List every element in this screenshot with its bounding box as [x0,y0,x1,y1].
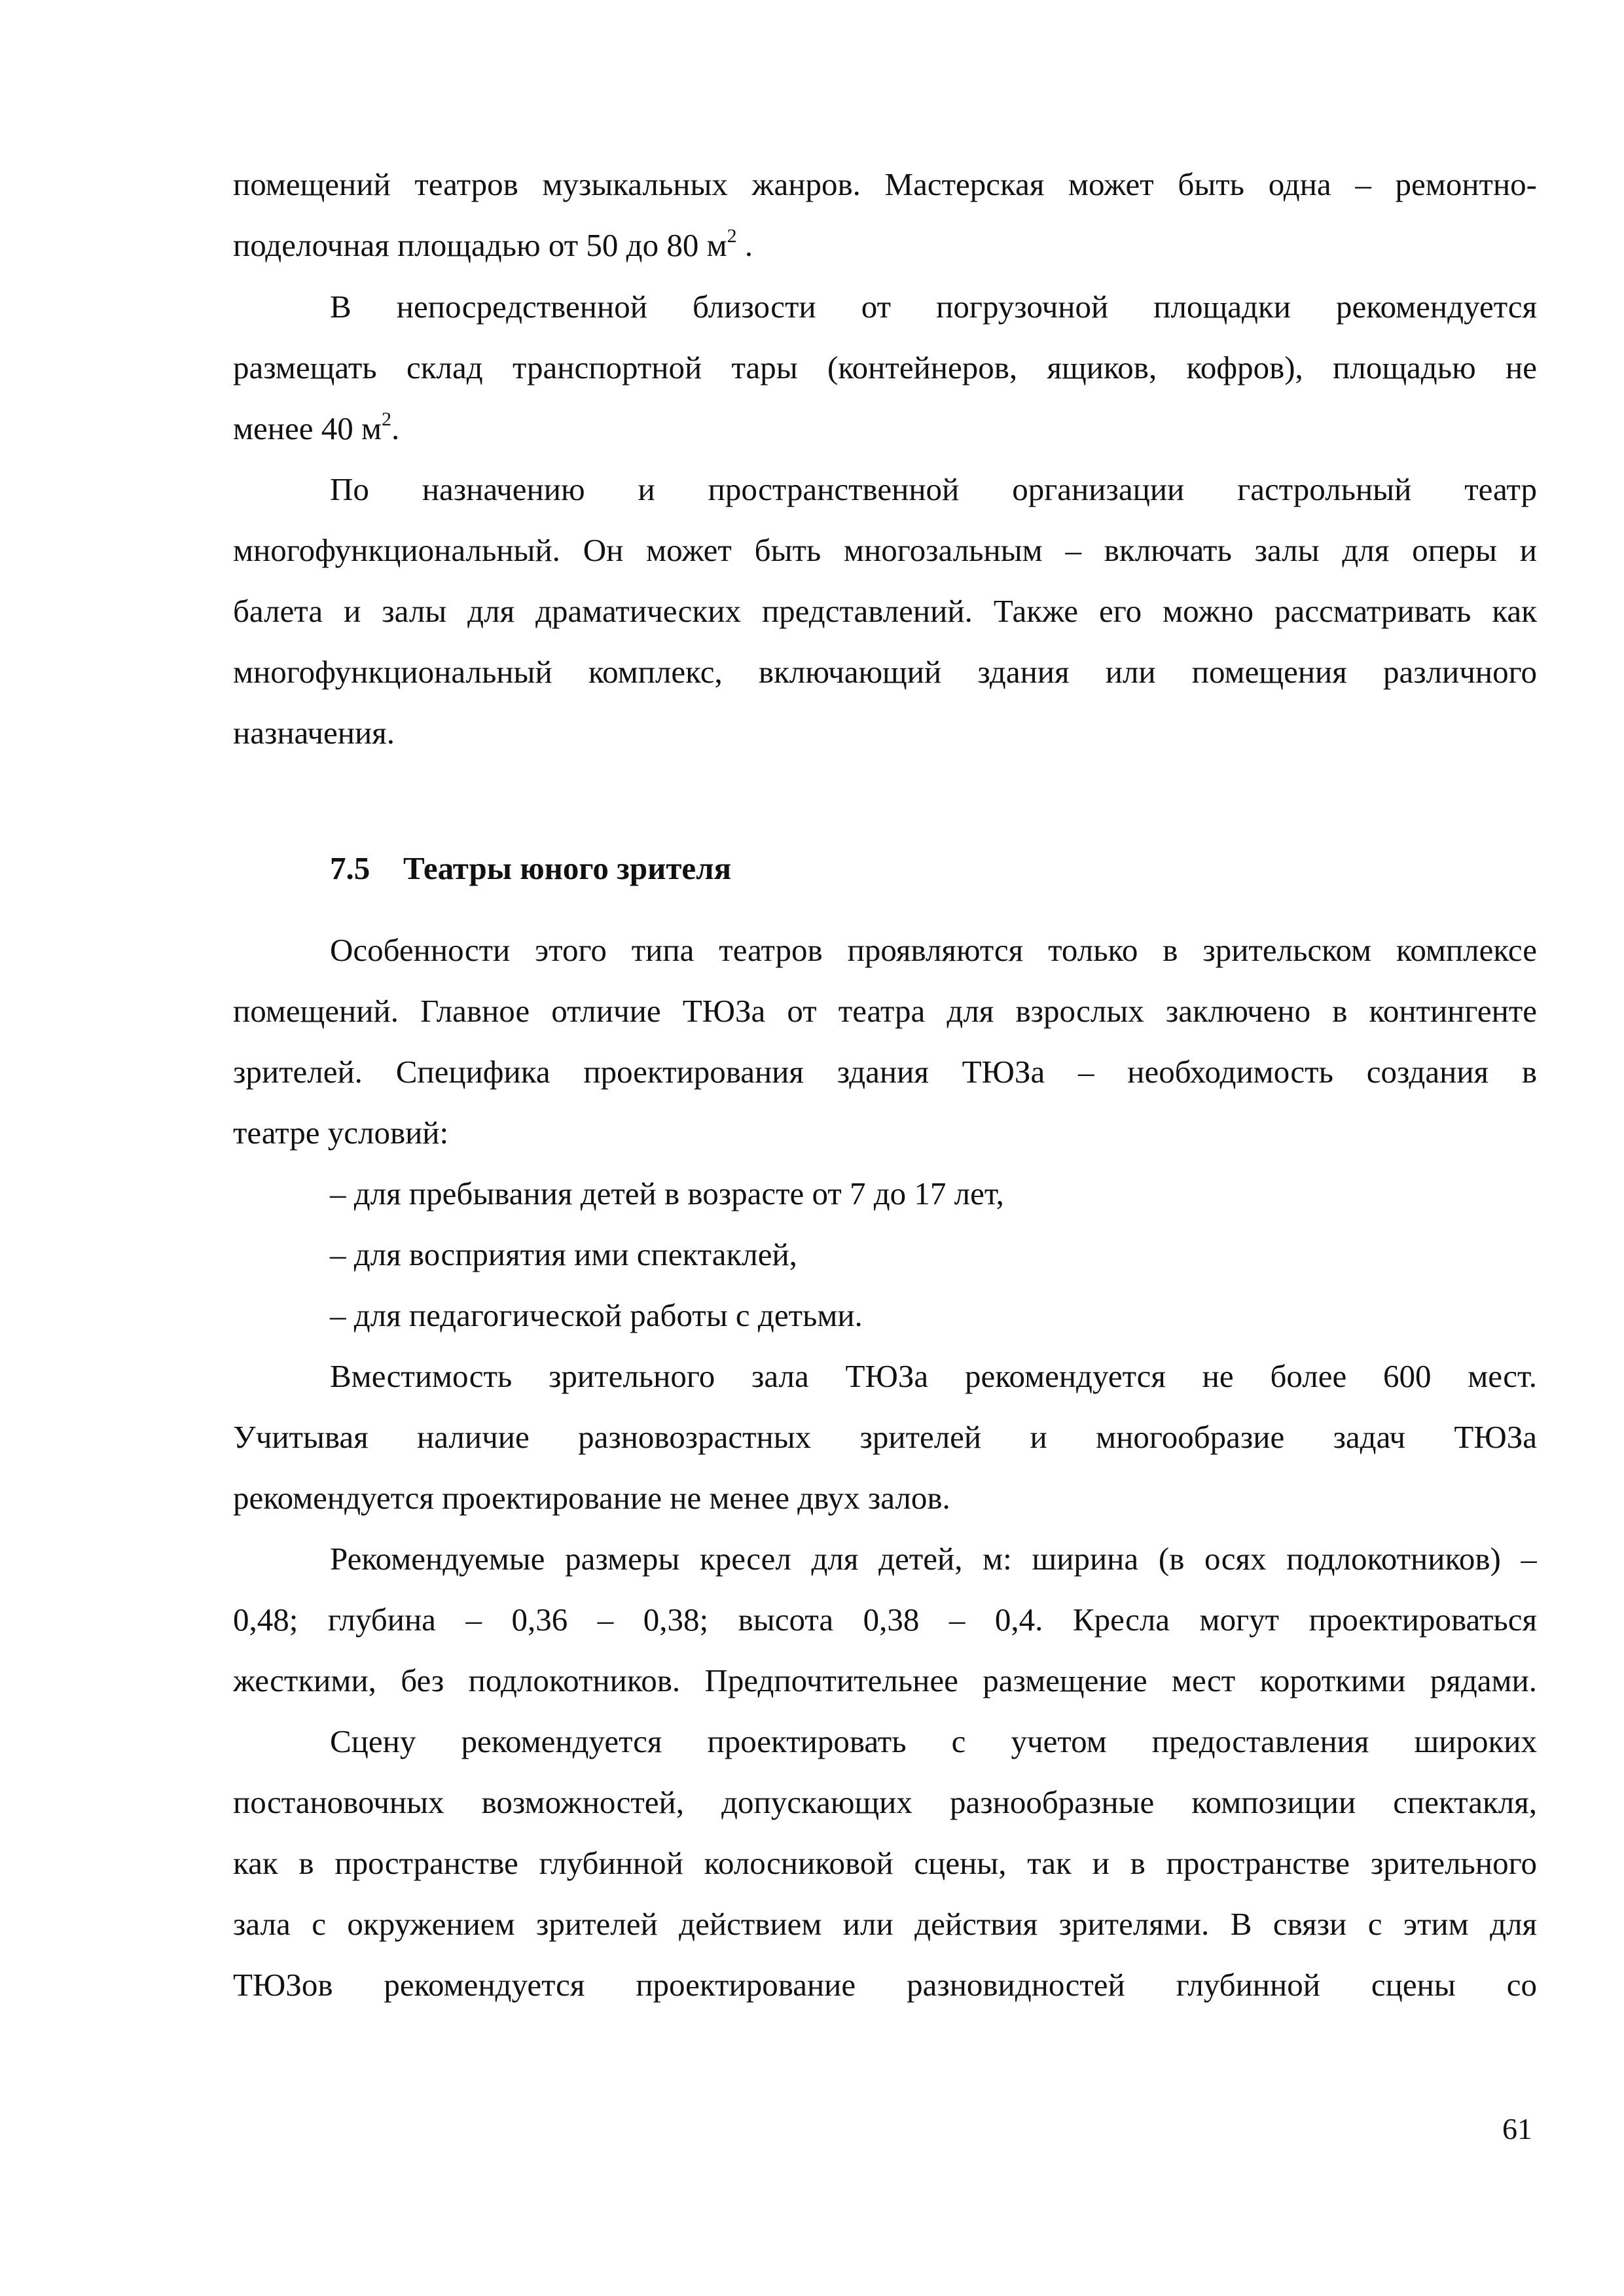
section-title: Театры юного зрителя [403,850,732,886]
superscript: 2 [381,408,391,430]
text-line: Учитывая наличие разновозрастных зрителей и многообразие задач ТЮЗа [233,1419,1537,1455]
text-line: менее 40 $м^2$. [233,408,400,446]
section-number: 7.5 [330,850,370,886]
top-paragraph-1 [233,154,1537,276]
text-line: Рекомендуемые размеры кресел для детей, м: ширина (в осях подлокотников) – [330,1541,1537,1577]
section-paragraph-2 [233,1346,1537,1528]
text-line: постановочных возможностей, допускающих разнообразные композиции спектакля, [233,1784,1537,1820]
text-line: балета и залы для драматических представлений. Также его можно рассматривать как [233,593,1537,629]
text-line: многофункциональный комплекс, включающий здания или помещения различного [233,654,1537,690]
text-line: Особенности этого типа театров проявляются только в зрительском комплексе [330,932,1537,968]
text-line: поделочная площадью от 50 до 80 $м^2$ . [233,224,753,263]
text-line: жесткими, без подлокотников. Предпочтительнее размещение мест короткими рядами. [233,1662,1537,1698]
text-line: многофункциональный. Он может быть многозальным – включать залы для оперы и [233,532,1537,568]
bullet-list [233,1163,1537,1346]
text-line: В непосредственной близости от погрузочной площадки рекомендуется [330,289,1537,325]
list-item: – для пребывания детей в возрасте от 7 до 17 лет, [330,1175,1004,1211]
section-heading [330,838,731,899]
text-line: По назначению и пространственной организации гастрольный театр [330,471,1537,507]
text-line: 0,48; глубина – 0,36 – 0,38; высота 0,38 – 0,4. Кресла могут проектироваться [233,1602,1537,1638]
top-paragraph-3 [233,459,1537,763]
text-line: театре условий: [233,1115,449,1151]
section-paragraph-1 [233,920,1537,1163]
superscript: 2 [727,224,737,247]
top-paragraph-2 [233,276,1537,459]
text-line: помещений театров музыкальных жанров. Мастерская может быть одна – ремонтно- [233,166,1537,202]
text-line: рекомендуется проектирование не менее двух залов. [233,1480,950,1516]
section-paragraph-3 [233,1528,1537,1711]
text-line: Сцену рекомендуется проектировать с учетом предоставления широких [330,1723,1537,1759]
text-line: Вместимость зрительного зала ТЮЗа рекомендуется не более 600 мест. [330,1358,1537,1394]
text-line: помещений. Главное отличие ТЮЗа от театра для взрослых заключено в контингенте [233,993,1537,1029]
list-item: – для восприятия ими спектаклей, [330,1236,797,1272]
text-line: зала с окружением зрителей действием или действия зрителями. В связи с этим для [233,1906,1537,1942]
text-line: ТЮЗов рекомендуется проектирование разновидностей глубинной сцены со [233,1967,1537,2003]
page-number: 61 [1502,2112,1532,2145]
list-item: – для педагогической работы с детьми. [330,1297,863,1333]
section-paragraph-4 [233,1711,1537,2015]
text-line: назначения. [233,715,395,751]
text-line: размещать склад транспортной тары (контейнеров, ящиков, кофров), площадью не [233,350,1537,386]
text-line: как в пространстве глубинной колосниковой сцены, так и в пространстве зрительного [233,1845,1537,1881]
text-line: зрителей. Специфика проектирования здания ТЮЗа – необходимость создания в [233,1054,1537,1090]
